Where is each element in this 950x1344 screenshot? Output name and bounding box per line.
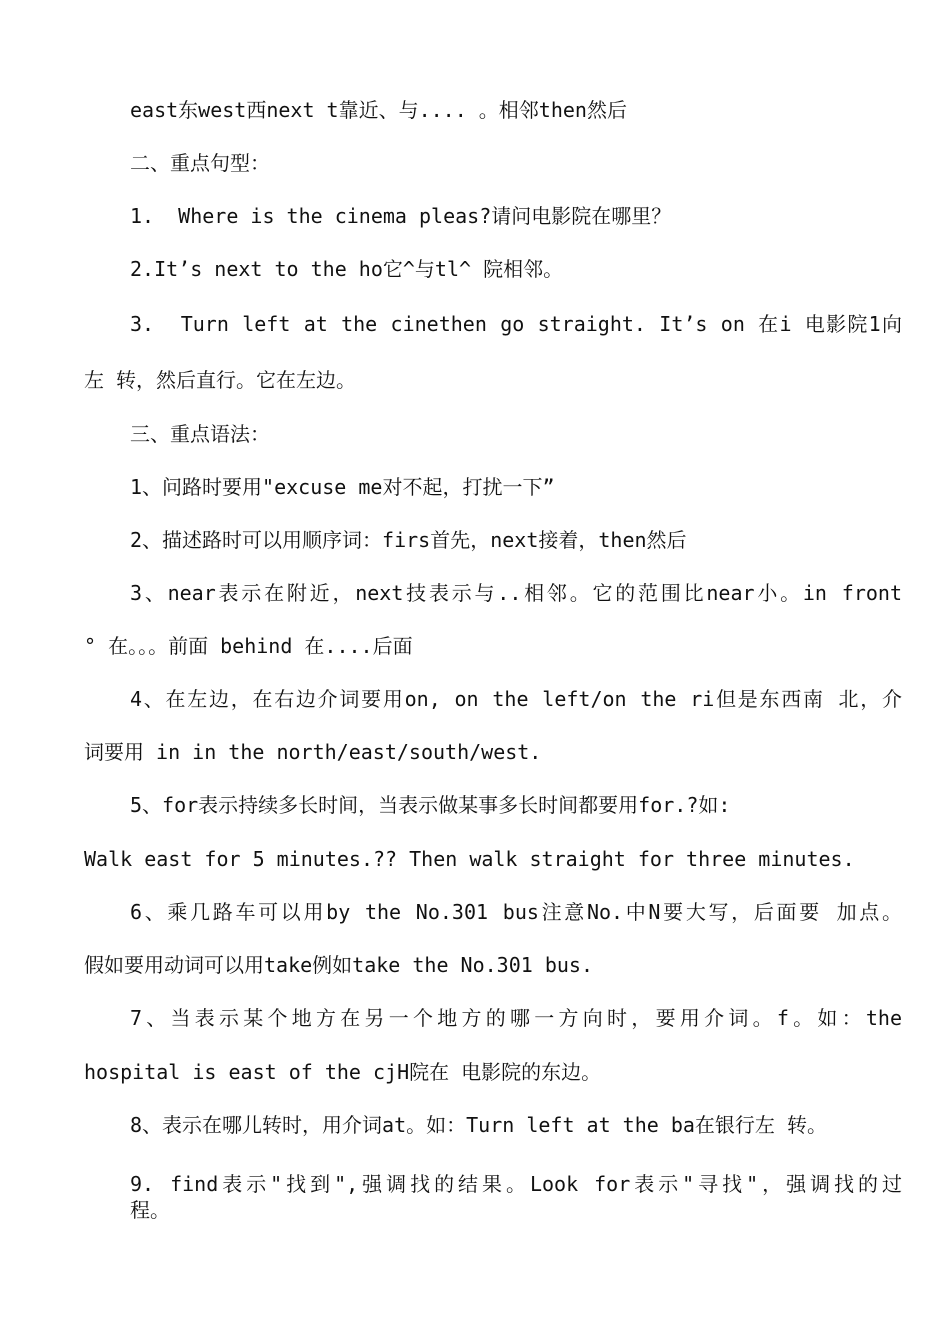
section-heading-grammar: 三、重点语法： <box>130 422 270 446</box>
grammar-1: 1、问路时要用"excuse me对不起，打扰一下” <box>130 475 555 499</box>
grammar-6-cont: 假如要用动词可以用take例如take the No.301 bus. <box>84 953 593 977</box>
grammar-3-cont: ° 在。。。前面 behind 在....后面 <box>84 634 413 658</box>
grammar-4: 4、在左边，在右边介词要用on, on the left/on the ri但是东西南 北，介 <box>130 687 902 711</box>
grammar-3: 3、near表示在附近，next技表示与..相邻。它的范围比near小。in front <box>130 581 902 605</box>
sentence-2: 2.It’s next to the ho它^与tl^ 院相邻。 <box>130 257 564 281</box>
grammar-5-example: Walk east for 5 minutes.?? Then walk straight for three minutes. <box>84 847 855 871</box>
grammar-7: 7、当表示某个地方在另一个地方的哪一方向时，要用介词。f。如：the <box>130 1006 902 1030</box>
section-heading-sentences: 二、重点句型： <box>130 151 270 175</box>
grammar-2: 2、描述路时可以用顺序词：firs首先，next接着，then然后 <box>130 528 687 552</box>
grammar-9-cont: 程。 <box>130 1198 170 1222</box>
sentence-3: 3. Turn left at the cinethen go straight. It’s on 在i 电影院1向 <box>130 312 902 336</box>
grammar-8: 8、表示在哪儿转时，用介词at。如：Turn left at the ba在银行左 转。 <box>130 1113 827 1137</box>
grammar-5: 5、for表示持续多长时间，当表示做某事多长时间都要用for.?如: <box>130 793 731 817</box>
vocab-line: east东west西next t靠近、与.... 。相邻then然后 <box>130 98 627 122</box>
grammar-9: 9. find表示"找到",强调找的结果。Look for表示"寻找"，强调找的过 <box>130 1172 902 1196</box>
sentence-3-cont: 左 转，然后直行。它在左边。 <box>84 368 357 392</box>
sentence-1: 1. Where is the cinema pleas?请问电影院在哪里？ <box>130 204 672 228</box>
grammar-6: 6、乘几路车可以用by the No.301 bus注意No.中N要大写，后面要 加点。 <box>130 900 902 924</box>
grammar-7-cont: hospital is east of the cjH院在 电影院的东边。 <box>84 1060 602 1084</box>
grammar-4-cont: 词要用 in in the north/east/south/west. <box>84 740 542 764</box>
